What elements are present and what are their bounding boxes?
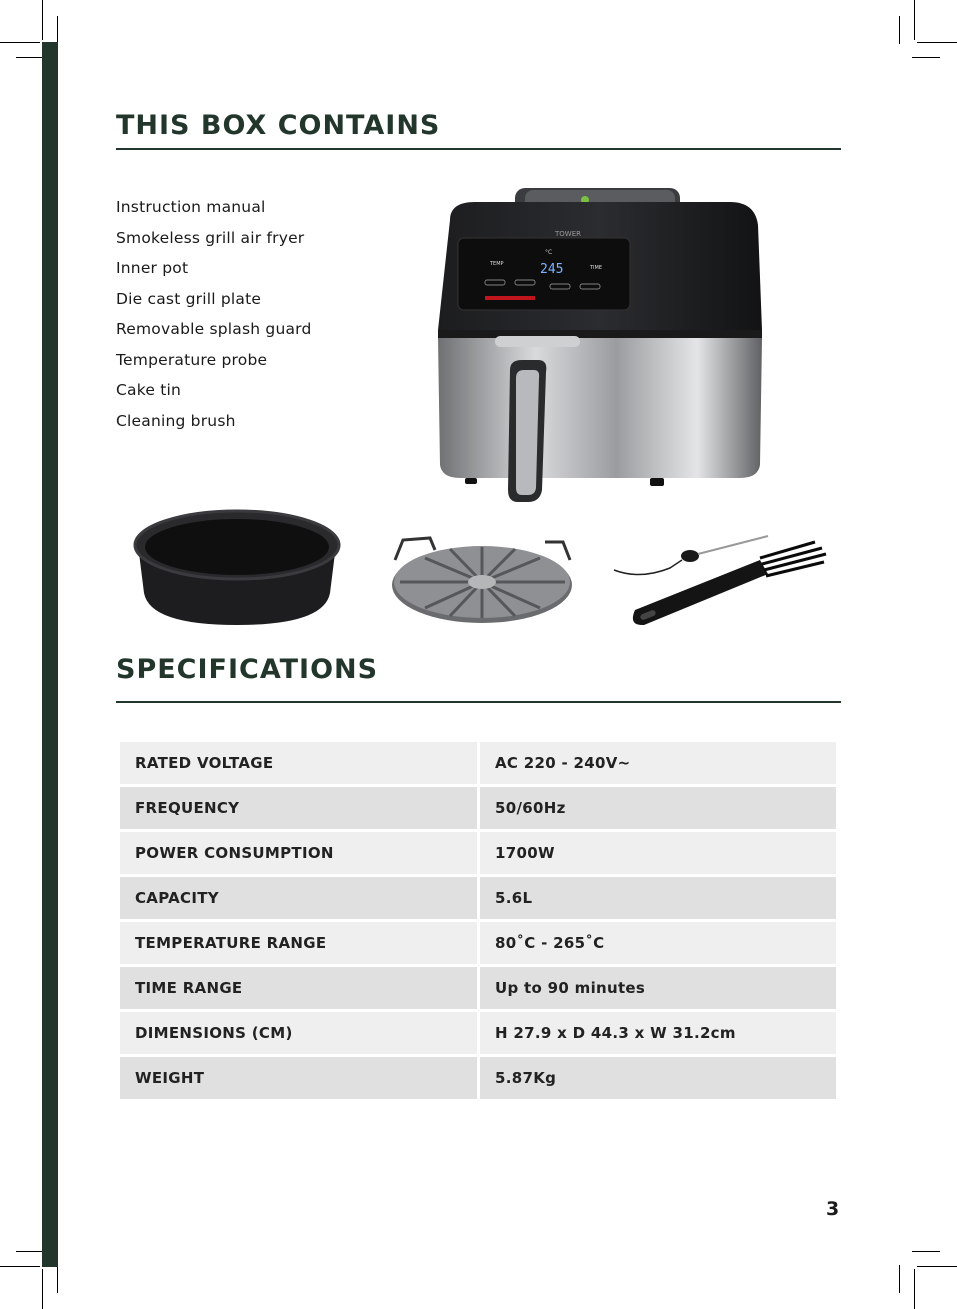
table-row bbox=[120, 742, 836, 784]
spec-value: 80˚C - 265˚C bbox=[480, 922, 836, 964]
table-row bbox=[120, 967, 836, 1009]
spec-value: AC 220 - 240V~ bbox=[480, 742, 836, 784]
crop-mark bbox=[899, 16, 900, 44]
crop-mark bbox=[0, 1266, 40, 1267]
crop-mark bbox=[914, 1269, 915, 1309]
crop-mark bbox=[42, 1269, 43, 1309]
temp-label: TEMP bbox=[490, 261, 504, 267]
box-contents-list bbox=[116, 193, 312, 437]
temp-unit-label: °C bbox=[545, 249, 553, 256]
brand-label: TOWER bbox=[555, 230, 581, 238]
table-row bbox=[120, 922, 836, 964]
crop-mark bbox=[57, 16, 58, 44]
spec-value: 5.6L bbox=[480, 877, 836, 919]
air-fryer-image bbox=[430, 180, 770, 510]
table-row bbox=[120, 1057, 836, 1099]
display-readout: 245 bbox=[540, 262, 564, 277]
list-item: Smokeless grill air fryer bbox=[116, 228, 305, 247]
spec-label: RATED VOLTAGE bbox=[120, 742, 477, 784]
spec-label: DIMENSIONS (CM) bbox=[120, 1012, 477, 1054]
crop-mark bbox=[0, 42, 40, 43]
list-item: Die cast grill plate bbox=[116, 289, 262, 308]
spec-label: POWER CONSUMPTION bbox=[120, 832, 477, 874]
page-number: 3 bbox=[826, 1198, 840, 1220]
page-spine-bar bbox=[42, 42, 58, 1267]
box-contains-heading: THIS BOX CONTAINS bbox=[116, 110, 441, 141]
list-item: Removable splash guard bbox=[116, 320, 312, 338]
list-item: Cake tin bbox=[116, 381, 182, 399]
grill-plate-image bbox=[385, 530, 580, 630]
crop-mark bbox=[914, 0, 915, 40]
crop-mark bbox=[917, 1266, 957, 1267]
spec-value: H 27.9 x D 44.3 x W 31.2cm bbox=[480, 1012, 836, 1054]
spec-value: Up to 90 minutes bbox=[480, 967, 836, 1009]
crop-mark bbox=[42, 0, 43, 40]
specifications-rule bbox=[116, 701, 841, 703]
crop-mark bbox=[917, 42, 957, 43]
specifications-table bbox=[117, 739, 839, 1102]
time-label: TIME bbox=[590, 265, 603, 271]
cake-tin-image bbox=[130, 505, 345, 630]
spec-value: 5.87Kg bbox=[480, 1057, 836, 1099]
crop-mark bbox=[899, 1265, 900, 1293]
spec-value: 50/60Hz bbox=[480, 787, 836, 829]
table-row bbox=[120, 832, 836, 874]
spec-value: 1700W bbox=[480, 832, 836, 874]
table-row bbox=[120, 1012, 836, 1054]
table-row bbox=[120, 877, 836, 919]
crop-mark bbox=[16, 57, 44, 58]
spec-label: CAPACITY bbox=[120, 877, 477, 919]
box-contains-rule bbox=[116, 148, 841, 150]
specifications-heading: SPECIFICATIONS bbox=[116, 654, 379, 685]
list-item: Cleaning brush bbox=[116, 411, 236, 430]
spec-label: FREQUENCY bbox=[120, 787, 477, 829]
crop-mark bbox=[912, 57, 940, 58]
list-item: Temperature probe bbox=[116, 350, 268, 369]
spec-label: WEIGHT bbox=[120, 1057, 477, 1099]
crop-mark bbox=[16, 1251, 44, 1252]
crop-mark bbox=[57, 1265, 58, 1293]
crop-mark bbox=[912, 1251, 940, 1252]
spec-label: TEMPERATURE RANGE bbox=[120, 922, 477, 964]
list-item: Inner pot bbox=[116, 259, 189, 277]
list-item: Instruction manual bbox=[116, 198, 266, 216]
spec-label: TIME RANGE bbox=[120, 967, 477, 1009]
table-row bbox=[120, 787, 836, 829]
probe-and-brush-image bbox=[610, 530, 832, 630]
